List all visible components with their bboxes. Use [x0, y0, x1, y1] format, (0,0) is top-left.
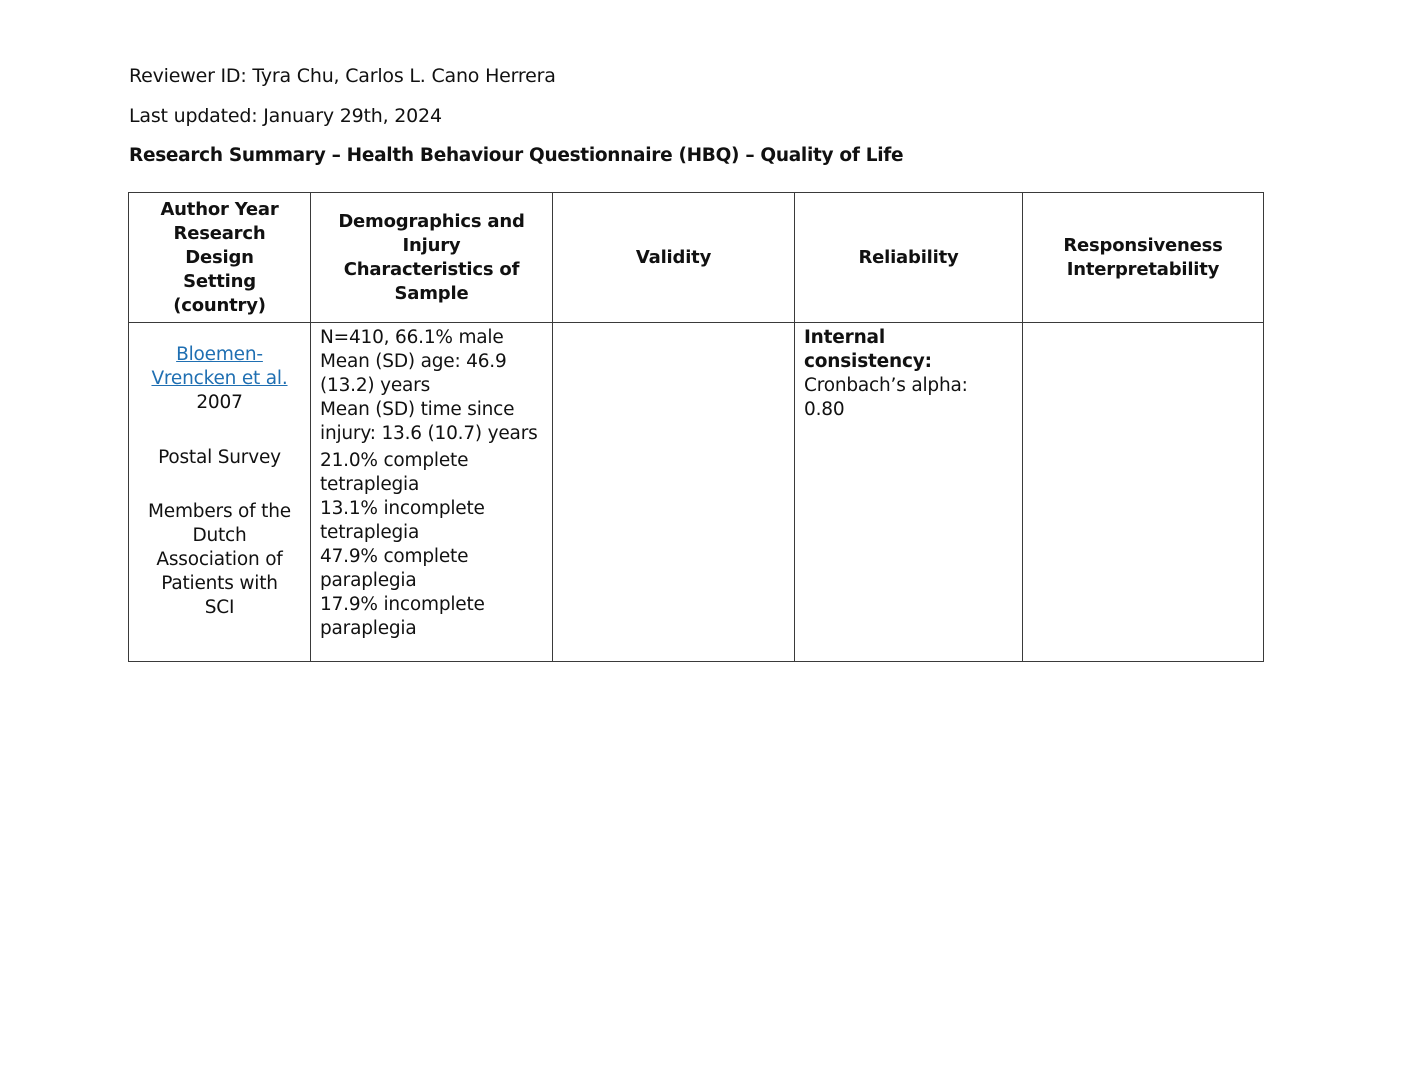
injury-line: tetraplegia — [320, 474, 420, 495]
research-design: Postal Survey — [158, 447, 281, 468]
header-reliability — [795, 193, 1023, 323]
cell-demographics — [311, 323, 553, 662]
header-demographics — [311, 193, 553, 323]
study-year: 2007 — [196, 392, 243, 413]
header-line: Sample — [394, 282, 469, 304]
setting-line: SCI — [204, 597, 235, 618]
cell-author-study — [129, 323, 311, 662]
author-link-line: Vrencken et al. — [151, 368, 288, 389]
reviewer-id: Reviewer ID: Tyra Chu, Carlos L. Cano Herrera — [129, 65, 556, 87]
setting-line: Dutch — [192, 525, 247, 546]
header-line: Responsiveness — [1063, 234, 1223, 256]
injury-line: tetraplegia — [320, 522, 420, 543]
cell-reliability — [795, 323, 1023, 662]
setting-line: Members of the — [148, 501, 291, 522]
header-responsiveness — [1023, 193, 1264, 323]
injury-line: paraplegia — [320, 618, 417, 639]
last-updated: Last updated: January 29th, 2024 — [129, 105, 442, 127]
header-line: Characteristics of — [343, 258, 520, 280]
demographics-line: (13.2) years — [320, 375, 431, 396]
header-line: Interpretability — [1066, 258, 1220, 280]
reliability-value: Cronbach’s alpha: — [804, 375, 968, 396]
injury-line: 17.9% incomplete — [320, 594, 485, 615]
header-line: Demographics and — [338, 210, 525, 232]
injury-line: 21.0% complete — [320, 450, 469, 471]
demographics-line: Mean (SD) age: 46.9 — [320, 351, 507, 372]
cell-responsiveness — [1023, 323, 1264, 662]
injury-line: 13.1% incomplete — [320, 498, 485, 519]
header-line: (country) — [173, 294, 266, 316]
author-link-line: Bloemen- — [176, 344, 263, 365]
table-row — [129, 323, 1264, 662]
header-author-year-design-setting — [129, 193, 311, 323]
reliability-value: 0.80 — [804, 399, 845, 420]
research-summary-table — [128, 192, 1264, 662]
header-validity — [553, 193, 795, 323]
demographics-line: N=410, 66.1% male — [320, 327, 504, 348]
header-line: Setting — [183, 270, 256, 292]
demographics-line: Mean (SD) time since — [320, 399, 515, 420]
demographics-line: injury: 13.6 (10.7) years — [320, 423, 538, 444]
reliability-label: Internal — [804, 327, 885, 348]
setting-line: Patients with — [161, 573, 278, 594]
cell-validity — [553, 323, 795, 662]
header-line: Injury — [402, 234, 461, 256]
header-line: Research — [173, 222, 266, 244]
author-link[interactable] — [138, 343, 301, 391]
injury-line: 47.9% complete — [320, 546, 469, 567]
header-line: Author Year — [160, 198, 279, 220]
header-line: Reliability — [858, 246, 959, 268]
page-title: Research Summary – Health Behaviour Questionnaire (HBQ) – Quality of Life — [129, 145, 904, 166]
setting-line: Association of — [156, 549, 283, 570]
header-line: Validity — [635, 246, 712, 268]
injury-line: paraplegia — [320, 570, 417, 591]
table-header-row — [129, 193, 1264, 323]
reliability-label: consistency: — [804, 351, 932, 372]
header-line: Design — [185, 246, 254, 268]
